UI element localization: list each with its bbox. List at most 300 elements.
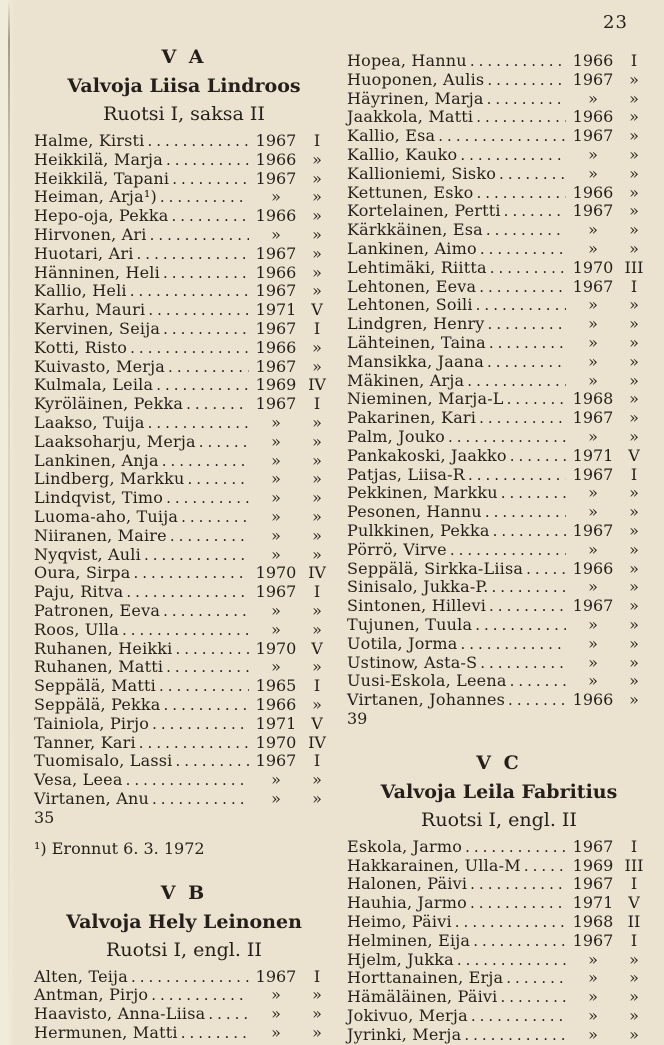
leader-dots (208, 1005, 249, 1024)
student-year: » (588, 370, 598, 390)
student-grade: » (629, 539, 639, 559)
leader-dots (479, 409, 566, 428)
student-grade: I (313, 131, 321, 150)
leader-dots (152, 790, 249, 809)
student-name: Kuivasto, Merja (34, 356, 166, 376)
student-year: » (271, 788, 281, 808)
leader-dots (457, 951, 566, 970)
leader-dots (487, 353, 566, 372)
student-year: » (588, 144, 598, 164)
student-name: Eskola, Jarmo (347, 836, 463, 856)
leader-dots (160, 188, 249, 207)
student-row (347, 969, 651, 988)
student-grade: V (311, 300, 323, 320)
leader-dots (148, 414, 249, 433)
student-year: 1967 (572, 276, 614, 296)
leader-dots (131, 968, 249, 987)
student-name: Kärkkäinen, Esa (347, 220, 483, 240)
student-row (34, 226, 334, 245)
student-name: Lankinen, Anja (34, 450, 159, 470)
student-row (34, 696, 334, 715)
student-year: 1967 (255, 966, 297, 986)
student-name: Nyqvist, Auli (34, 544, 141, 564)
student-grade: IV (308, 563, 326, 583)
leader-dots (172, 170, 249, 189)
student-year: 1970 (255, 732, 297, 752)
student-row (347, 541, 651, 560)
student-name: Hakkarainen, Ulla-M (347, 855, 521, 875)
student-grade: » (312, 243, 322, 263)
student-name: Alten, Teija (34, 966, 128, 986)
student-grade: » (312, 544, 322, 564)
student-year: » (588, 88, 598, 108)
leader-dots (510, 447, 566, 466)
student-grade: » (629, 502, 639, 522)
student-name: Kettunen, Esko (347, 182, 474, 202)
student-name: Laakso, Tuija (34, 412, 145, 432)
student-grade: I (313, 582, 321, 602)
student-name: Mäkinen, Arja (347, 370, 465, 390)
section-vb-student-list-part2 (347, 52, 651, 710)
student-name: Pankakoski, Jaakko (347, 445, 507, 465)
student-name: Lehtimäki, Riitta (347, 257, 487, 277)
section-vb-continued (347, 52, 651, 728)
student-year: 1971 (572, 445, 614, 465)
leader-dots (130, 339, 249, 358)
section-vc-supervisor: Valvoja Leila Fabritius (380, 780, 618, 803)
student-year: » (271, 619, 281, 639)
leader-dots (476, 296, 566, 315)
student-row (347, 315, 651, 334)
student-name: Heikkilä, Marja (34, 149, 163, 169)
student-row (34, 151, 334, 170)
student-grade: » (629, 558, 639, 578)
student-name: Kallioniemi, Sisko (347, 163, 497, 183)
leader-dots (166, 489, 249, 508)
student-row (34, 470, 334, 489)
student-row (347, 875, 651, 894)
student-grade: » (312, 450, 322, 470)
student-year: 1967 (572, 596, 614, 616)
student-row (34, 282, 334, 301)
student-grade: I (630, 464, 638, 484)
student-row (34, 301, 334, 320)
student-year: » (271, 770, 281, 790)
student-grade: » (629, 389, 639, 409)
leader-dots (175, 752, 249, 771)
leader-dots (471, 1007, 566, 1026)
section-va-student-list (34, 132, 334, 809)
student-row (34, 734, 334, 753)
student-grade: I (313, 318, 321, 338)
section-va-class-size: 35 (34, 807, 55, 827)
student-row (34, 245, 334, 264)
student-name: Hirvonen, Ari (34, 224, 147, 244)
student-name: Huotari, Ari (34, 243, 134, 263)
student-year: 1967 (572, 520, 614, 540)
student-name: Heiman, Arja¹) (34, 187, 157, 207)
student-year: 1967 (255, 168, 297, 188)
student-row (347, 691, 651, 710)
student-grade: » (312, 262, 322, 282)
student-row (34, 132, 334, 151)
student-year: » (588, 502, 598, 522)
student-grade: » (629, 520, 639, 540)
student-row (347, 913, 651, 932)
student-grade: V (628, 445, 640, 465)
student-name: Palm, Jouko (347, 426, 445, 446)
student-name: Hämäläinen, Päivi (347, 987, 498, 1007)
student-year: » (271, 187, 281, 207)
student-name: Jyrinki, Merja (347, 1024, 462, 1044)
student-grade: » (629, 201, 639, 221)
student-row (347, 503, 651, 522)
student-year: » (271, 657, 281, 677)
leader-dots (450, 541, 566, 560)
student-year: 1966 (572, 182, 614, 202)
section-va (34, 46, 334, 858)
leader-dots (470, 52, 566, 71)
student-grade: V (311, 713, 323, 733)
student-grade: » (312, 619, 322, 639)
student-grade: I (630, 836, 638, 856)
leader-dots (493, 522, 566, 541)
leader-dots (130, 282, 249, 301)
student-row (34, 752, 334, 771)
student-name: Kallio, Heli (34, 281, 127, 301)
student-row (34, 621, 334, 640)
student-grade: » (629, 483, 639, 503)
student-year: 1967 (572, 201, 614, 221)
student-year: » (271, 600, 281, 620)
student-name: Lähteinen, Taina (347, 332, 486, 352)
leader-dots (152, 715, 249, 734)
student-name: Hauhia, Jarmo (347, 893, 467, 913)
student-grade: » (629, 351, 639, 371)
student-grade: I (630, 276, 638, 296)
section-vc-languages: Ruotsi I, engl. II (421, 808, 577, 831)
student-year: 1967 (572, 126, 614, 146)
student-row (347, 1007, 651, 1026)
leader-dots (156, 376, 249, 395)
student-year: 1966 (255, 206, 297, 226)
student-year: » (271, 469, 281, 489)
student-name: Seppälä, Pekka (34, 694, 161, 714)
leader-dots (501, 988, 567, 1007)
student-row (347, 484, 651, 503)
student-name: Sinisalo, Jukka-P. (347, 577, 489, 597)
student-year: » (271, 412, 281, 432)
student-name: Hopea, Hannu (347, 51, 467, 70)
section-vb-student-list-part1 (34, 968, 334, 1043)
student-year: 1966 (572, 558, 614, 578)
section-va-footnote: ¹) Eronnut 6. 3. 1972 (34, 838, 205, 858)
leader-dots (479, 278, 566, 297)
student-grade: » (312, 600, 322, 620)
student-row (347, 672, 651, 691)
student-row (347, 654, 651, 673)
student-grade: » (629, 238, 639, 258)
student-row (34, 527, 334, 546)
student-row (34, 264, 334, 283)
leader-dots (166, 151, 249, 170)
student-row (347, 390, 651, 409)
student-grade: » (312, 469, 322, 489)
student-name: Hänninen, Heli (34, 262, 160, 282)
leader-dots (448, 428, 566, 447)
student-name: Kortelainen, Pertti (347, 201, 501, 221)
leader-dots (499, 165, 566, 184)
student-row (347, 932, 651, 951)
student-year: 1967 (572, 874, 614, 894)
student-name: Tanner, Kari (34, 732, 136, 752)
section-vb-languages: Ruotsi I, engl. II (106, 938, 262, 961)
student-year: » (588, 652, 598, 672)
leader-dots (188, 470, 249, 489)
leader-dots (464, 1026, 566, 1045)
leader-dots (186, 395, 249, 414)
leader-dots (491, 578, 566, 597)
student-row (347, 184, 651, 203)
student-row (34, 771, 334, 790)
student-year: 1966 (572, 51, 614, 70)
student-name: Virtanen, Johannes (347, 690, 506, 710)
leader-dots (460, 146, 566, 165)
student-grade: » (312, 1023, 322, 1043)
student-grade: » (629, 107, 639, 127)
student-year: 1967 (255, 243, 297, 263)
student-grade: » (629, 69, 639, 89)
leader-dots (170, 527, 249, 546)
student-year: » (271, 431, 281, 451)
student-year: » (271, 488, 281, 508)
leader-dots (468, 466, 566, 485)
student-name: Pörrö, Virve (347, 539, 447, 559)
student-grade: » (312, 488, 322, 508)
leader-dots (162, 452, 249, 471)
student-year: 1966 (255, 337, 297, 357)
student-grade: » (312, 337, 322, 357)
student-row (34, 583, 334, 602)
student-row (347, 165, 651, 184)
student-row (34, 320, 334, 339)
student-row (347, 353, 651, 372)
student-name: Kervinen, Seija (34, 318, 161, 338)
student-row (347, 560, 651, 579)
student-row (347, 597, 651, 616)
student-grade: » (312, 657, 322, 677)
student-row (34, 433, 334, 452)
leader-dots (168, 358, 249, 377)
student-grade: » (629, 126, 639, 146)
student-grade: » (312, 356, 322, 376)
student-name: Hermunen, Matti (34, 1023, 178, 1043)
student-name: Tainiola, Pirjo (34, 713, 150, 733)
student-year: » (588, 968, 598, 988)
leader-dots (489, 334, 566, 353)
student-name: Seppälä, Matti (34, 676, 156, 696)
student-row (347, 466, 651, 485)
leader-dots (150, 226, 249, 245)
student-row (347, 146, 651, 165)
leader-dots (480, 654, 566, 673)
student-row (34, 790, 334, 809)
student-name: Vesa, Leea (34, 770, 123, 790)
student-row (347, 52, 651, 71)
student-year: 1967 (255, 582, 297, 602)
student-grade: » (629, 614, 639, 634)
student-name: Pulkkinen, Pekka (347, 520, 490, 540)
student-grade: » (629, 144, 639, 164)
student-name: Nieminen, Marja-L (347, 389, 504, 409)
leader-dots (163, 264, 249, 283)
leader-dots (467, 372, 566, 391)
student-name: Kulmala, Leila (34, 375, 154, 395)
student-row (34, 170, 334, 189)
student-row (347, 635, 651, 654)
leader-dots (490, 259, 566, 278)
student-grade: » (629, 295, 639, 315)
student-name: Laaksoharju, Merja (34, 431, 196, 451)
student-row (347, 988, 651, 1007)
student-grade: » (629, 596, 639, 616)
leader-dots (501, 484, 566, 503)
student-row (347, 894, 651, 913)
student-year: 1970 (255, 563, 297, 583)
leader-dots (126, 583, 249, 602)
leader-dots (526, 560, 566, 579)
student-row (34, 546, 334, 565)
student-name: Pesonen, Hannu (347, 502, 482, 522)
section-vb (34, 882, 334, 1043)
section-va-languages: Ruotsi I, saksa II (103, 103, 265, 125)
student-year: » (588, 1024, 598, 1044)
student-name: Patronen, Eeva (34, 600, 161, 620)
student-year: 1971 (572, 893, 614, 913)
student-year: » (271, 450, 281, 470)
student-name: Ruhanen, Heikki (34, 638, 173, 658)
student-year: 1967 (255, 131, 297, 150)
leader-dots (504, 202, 566, 221)
student-name: Tuomisalo, Lassi (34, 751, 173, 771)
leader-dots (166, 658, 249, 677)
student-year: » (588, 614, 598, 634)
student-row (347, 240, 651, 259)
student-row (34, 188, 334, 207)
student-row (347, 71, 651, 90)
student-year: 1970 (255, 638, 297, 658)
student-name: Ustinow, Asta-S (347, 652, 478, 672)
leader-dots (486, 221, 566, 240)
leader-dots (488, 315, 566, 334)
student-year: 1967 (572, 69, 614, 89)
student-row (34, 414, 334, 433)
student-row (347, 334, 651, 353)
student-name: Häyrinen, Marja (347, 88, 484, 108)
leader-dots (164, 696, 249, 715)
student-name: Lehtonen, Eeva (347, 276, 477, 296)
student-grade: IV (308, 375, 326, 395)
student-grade: » (312, 431, 322, 451)
student-row (347, 202, 651, 221)
student-year: » (588, 238, 598, 258)
student-year: » (271, 525, 281, 545)
student-name: Tujunen, Tuula (347, 614, 473, 634)
student-row (34, 1005, 334, 1024)
student-name: Lankinen, Aimo (347, 238, 477, 258)
student-grade: » (312, 149, 322, 169)
student-grade: III (624, 257, 644, 277)
student-name: Karhu, Mauri (34, 300, 146, 320)
student-name: Hepo-oja, Pekka (34, 206, 169, 226)
student-name: Seppälä, Sirkka-Liisa (347, 558, 524, 578)
student-grade: » (312, 525, 322, 545)
student-grade: » (312, 694, 322, 714)
student-grade: II (627, 912, 641, 932)
student-year: 1967 (255, 281, 297, 301)
student-grade: » (312, 168, 322, 188)
student-name: Horttanainen, Erja (347, 968, 504, 988)
student-grade: » (312, 206, 322, 226)
student-year: 1967 (572, 930, 614, 950)
student-grade: I (630, 51, 638, 70)
leader-dots (151, 986, 249, 1005)
student-name: Haavisto, Anna-Liisa (34, 1004, 206, 1024)
student-row (347, 278, 651, 297)
student-name: Luoma-aho, Tuija (34, 506, 179, 526)
leader-dots (508, 691, 566, 710)
student-name: Virtanen, Anu (34, 788, 150, 808)
student-year: 1967 (255, 318, 297, 338)
leader-dots (485, 503, 566, 522)
student-grade: V (628, 893, 640, 913)
student-name: Kyröläinen, Pekka (34, 394, 184, 414)
student-grade: » (629, 163, 639, 183)
leader-dots (181, 1024, 249, 1043)
student-grade: » (312, 788, 322, 808)
student-row (34, 677, 334, 696)
student-grade: » (629, 987, 639, 1007)
student-name: Uotila, Jorma (347, 633, 458, 653)
leader-dots (465, 838, 566, 857)
student-row (347, 372, 651, 391)
leader-dots (506, 969, 566, 988)
student-year: » (588, 220, 598, 240)
student-row (347, 1026, 651, 1045)
student-year: 1968 (572, 912, 614, 932)
student-row (347, 221, 651, 240)
student-grade: » (312, 187, 322, 207)
student-row (34, 452, 334, 471)
student-grade: » (629, 577, 639, 597)
student-row (347, 428, 651, 447)
student-grade: » (629, 408, 639, 428)
student-year: » (588, 351, 598, 371)
section-va-supervisor: Valvoja Liisa Lindroos (67, 75, 301, 97)
student-row (34, 395, 334, 414)
student-row (347, 127, 651, 146)
leader-dots (438, 127, 566, 146)
student-grade: » (629, 426, 639, 446)
student-grade: » (629, 968, 639, 988)
student-year: 1967 (572, 836, 614, 856)
student-row (34, 376, 334, 395)
student-name: Halme, Kirsti (34, 131, 145, 150)
student-grade: » (629, 314, 639, 334)
student-year: 1967 (255, 394, 297, 414)
leader-dots (470, 894, 566, 913)
section-vc-student-list (347, 838, 651, 1045)
